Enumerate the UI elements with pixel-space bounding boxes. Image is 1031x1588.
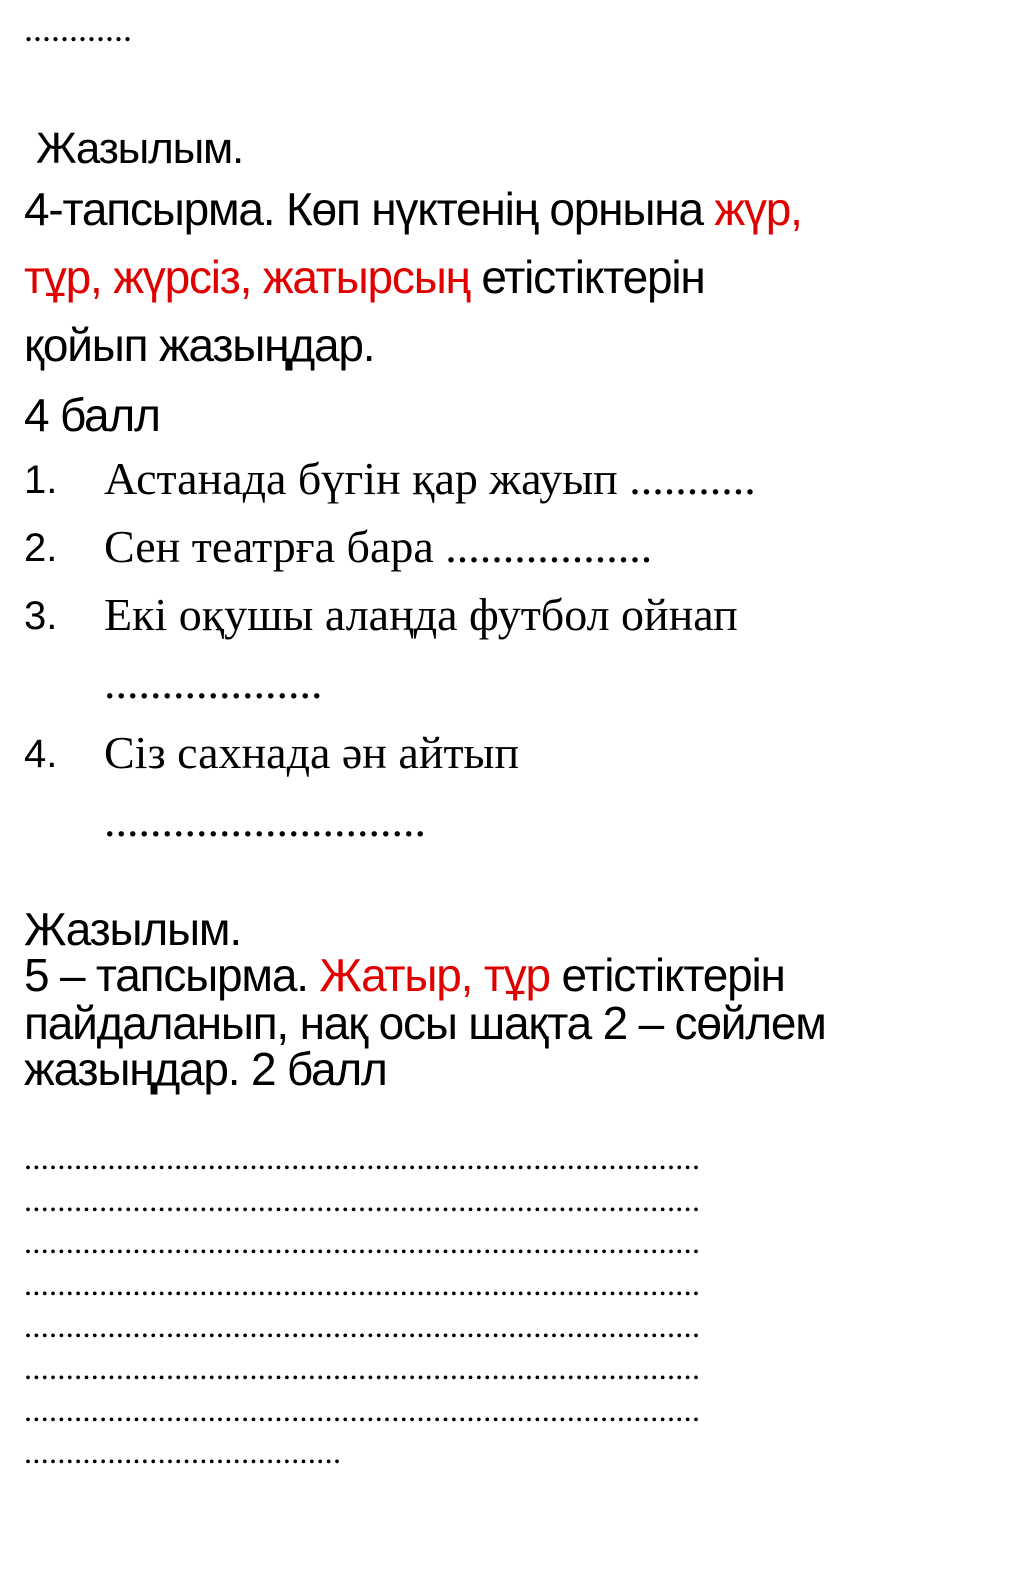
task4-score: 4 балл (24, 389, 160, 441)
answer-line-2: ................................................................................. (24, 1182, 701, 1218)
answer-line-7: ................................................................................. (24, 1392, 701, 1428)
item-dots-3: ................... (104, 657, 323, 708)
task5-verbs-highlight: Жатыр, тұр (319, 949, 550, 1001)
task5-line1-text-a: 5 – тапсырма. (24, 949, 320, 1001)
item-text-2: Сен театрға бара .................. (104, 521, 653, 572)
answer-line-6: ................................................................................. (24, 1350, 701, 1386)
item-dots-4: ............................ (104, 795, 426, 846)
task4-verbs-highlight: тұр, жүрсіз, жатырсың (24, 251, 470, 303)
task5-line1 (24, 949, 785, 1001)
item-text-4: Сіз сахнада ән айтып (104, 727, 520, 778)
item-text-1: Астанада бүгін қар жауып ........... (104, 453, 756, 504)
answer-line-1: ................................................................................. (24, 1140, 701, 1176)
item-number-3: 3. (24, 594, 58, 638)
section1-heading: Жазылым. (36, 124, 244, 173)
item-number-1: 1. (24, 458, 58, 502)
task4-line1 (24, 182, 802, 236)
item-number-2: 2. (24, 526, 58, 570)
item-number-4: 4. (24, 732, 58, 776)
answer-line-8: ...................................... (24, 1434, 342, 1470)
task4-line3: қойып жазыңдар. (24, 319, 375, 371)
task4-line1-text: 4-тапсырма. Көп нүктенің орнына (24, 183, 715, 235)
item-text-3: Екі оқушы алаңда футбол ойнап (104, 589, 738, 640)
top-dotted-line: ............ (24, 9, 132, 49)
answer-line-3: ................................................................................. (24, 1224, 701, 1260)
task5-line1-text-b: етістіктерін (549, 949, 785, 1001)
task5-line3: жазыңдар. 2 балл (24, 1043, 387, 1095)
answer-line-5: ................................................................................. (24, 1308, 701, 1344)
section2-heading: Жазылым. (24, 903, 241, 955)
task5-line2: пайдаланып, нақ осы шақта 2 – сөйлем (24, 997, 826, 1049)
task4-line2-text: етістіктерін (469, 251, 705, 303)
task4-line2 (24, 250, 705, 304)
answer-line-4: ................................................................................. (24, 1266, 701, 1302)
task4-verb-highlight: жүр, (714, 183, 802, 235)
